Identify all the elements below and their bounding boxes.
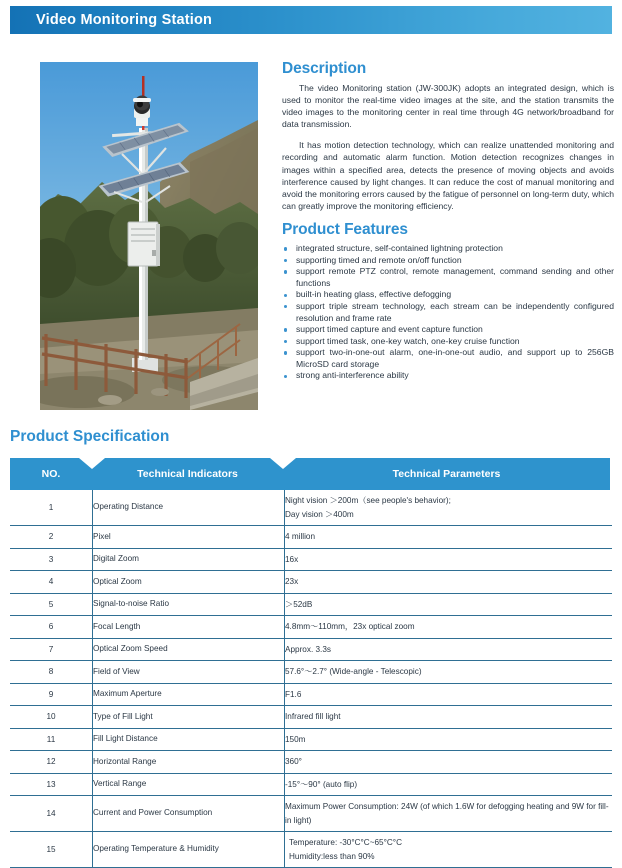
table-row xyxy=(10,773,612,796)
cell-parameter: 4.8mm〜110mm，23x optical zoom xyxy=(285,616,613,639)
cell-parameter: Maximum Power Consumption: 24W (of which 1.6W for defogging heating and 9W for fill-in light) xyxy=(285,796,613,832)
cell-parameter xyxy=(285,832,613,868)
table-row xyxy=(10,751,612,774)
cell-no: 3 xyxy=(10,548,93,571)
feature-item: integrated structure, self-contained lightning protection xyxy=(282,243,614,255)
feature-item: support remote PTZ control, remote management, command sending and other functions xyxy=(282,266,614,289)
cell-parameter: -15°〜90° (auto flip) xyxy=(285,773,613,796)
table-row xyxy=(10,728,612,751)
cell-parameter xyxy=(285,490,613,526)
cell-indicator: Focal Length xyxy=(93,616,285,639)
cell-no: 13 xyxy=(10,773,93,796)
cell-parameter: Approx. 3.3s xyxy=(285,638,613,661)
specification-table-header xyxy=(10,458,610,490)
cell-indicator: Fill Light Distance xyxy=(93,728,285,751)
feature-item: support triple stream technology, each stream can be independently configured resolution and frame rate xyxy=(282,301,614,324)
table-row xyxy=(10,638,612,661)
cell-parameter-line1: Temperature: -30°C°C~65°C°C xyxy=(289,838,402,847)
monitoring-station-photo-illustration xyxy=(40,62,258,410)
cell-no: 14 xyxy=(10,796,93,832)
specification-heading: Product Specification xyxy=(10,428,170,445)
table-row xyxy=(10,571,612,594)
cell-parameter: 16x xyxy=(285,548,613,571)
table-row xyxy=(10,526,612,549)
table-row xyxy=(10,683,612,706)
cell-indicator: Signal-to-noise Ratio xyxy=(93,593,285,616)
cell-indicator: Optical Zoom Speed xyxy=(93,638,285,661)
cell-no: 12 xyxy=(10,751,93,774)
cell-parameter: ＞52dB xyxy=(285,593,613,616)
feature-item: strong anti-interference ability xyxy=(282,370,614,382)
cell-parameter-line1: Night vision ＞200m（see people's behavior); xyxy=(285,496,451,505)
cell-indicator: Field of View xyxy=(93,661,285,684)
table-row xyxy=(10,796,612,832)
cell-indicator: Horizontal Range xyxy=(93,751,285,774)
cell-no: 8 xyxy=(10,661,93,684)
cell-parameter: 360° xyxy=(285,751,613,774)
product-photo xyxy=(40,62,258,410)
table-row xyxy=(10,593,612,616)
table-row xyxy=(10,616,612,639)
feature-item: support timed capture and event capture function xyxy=(282,324,614,336)
cell-no: 15 xyxy=(10,832,93,868)
cell-no: 1 xyxy=(10,490,93,526)
column-header-technical-indicators: Technical Indicators xyxy=(137,468,238,480)
table-row xyxy=(10,490,612,526)
description-heading: Description xyxy=(282,60,367,77)
cell-no: 6 xyxy=(10,616,93,639)
cell-parameter: 150m xyxy=(285,728,613,751)
cell-no: 2 xyxy=(10,526,93,549)
cell-no: 7 xyxy=(10,638,93,661)
cell-no: 10 xyxy=(10,706,93,729)
column-header-technical-parameters: Technical Parameters xyxy=(392,468,501,480)
cell-no: 9 xyxy=(10,683,93,706)
cell-parameter: 57.6°〜2.7° (Wide-angle - Telescopic) xyxy=(285,661,613,684)
cell-parameter: 23x xyxy=(285,571,613,594)
page-banner xyxy=(10,6,612,34)
cell-indicator: Digital Zoom xyxy=(93,548,285,571)
page-title: Video Monitoring Station xyxy=(36,12,213,28)
feature-item: supporting timed and remote on/off function xyxy=(282,255,614,267)
description-paragraph-2: It has motion detection technology, which can realize unattended monitoring and recording and automatic alarm function. Motion detection recognizes changes in images within a specified area, detects the presence of moving objects and avoids interference caused by light changes. It can reduce the cost of manual monitoring and avoid the monitoring errors caused by the fatigue of personnel on long-term duty, which can greatly improve the monitoring efficiency. xyxy=(282,140,614,211)
cell-parameter-line2: Day vision ＞400m xyxy=(285,509,354,519)
cell-no: 11 xyxy=(10,728,93,751)
features-list xyxy=(282,243,614,382)
feature-item: built-in heating glass, effective defogging xyxy=(282,289,614,301)
cell-indicator: Current and Power Consumption xyxy=(93,796,285,832)
cell-indicator: Pixel xyxy=(93,526,285,549)
table-row xyxy=(10,706,612,729)
table-row xyxy=(10,661,612,684)
table-row xyxy=(10,548,612,571)
cell-indicator: Operating Temperature & Humidity xyxy=(93,832,285,868)
column-header-no: NO. xyxy=(41,468,61,480)
cell-indicator: Type of Fill Light xyxy=(93,706,285,729)
description-paragraph-1: The video Monitoring station (JW-300JK) adopts an integrated design, which is used to monitor the real-time video images at the site, and the station transmits the video images to the monitoring center in real time through 4G network/broadband for data transmission. xyxy=(282,83,614,130)
cell-parameter: Infrared fill light xyxy=(285,706,613,729)
table-row xyxy=(10,832,612,868)
content-column xyxy=(282,60,614,382)
features-heading: Product Features xyxy=(282,220,408,238)
specification-table-wrapper xyxy=(10,458,610,868)
cell-parameter: F1.6 xyxy=(285,683,613,706)
cell-indicator: Maximum Aperture xyxy=(93,683,285,706)
feature-item: support timed task, one-key watch, one-key cruise function xyxy=(282,336,614,348)
cell-indicator: Optical Zoom xyxy=(93,571,285,594)
feature-item: support two-in-one-out alarm, one-in-one-out audio, and support up to 256GB MicroSD card storage xyxy=(282,347,614,370)
cell-no: 5 xyxy=(10,593,93,616)
cell-indicator: Vertical Range xyxy=(93,773,285,796)
cell-parameter: 4 million xyxy=(285,526,613,549)
cell-no: 4 xyxy=(10,571,93,594)
cell-indicator: Operating Distance xyxy=(93,490,285,526)
cell-parameter-line2: Humidity:less than 90% xyxy=(289,851,375,861)
specification-table xyxy=(10,490,612,868)
